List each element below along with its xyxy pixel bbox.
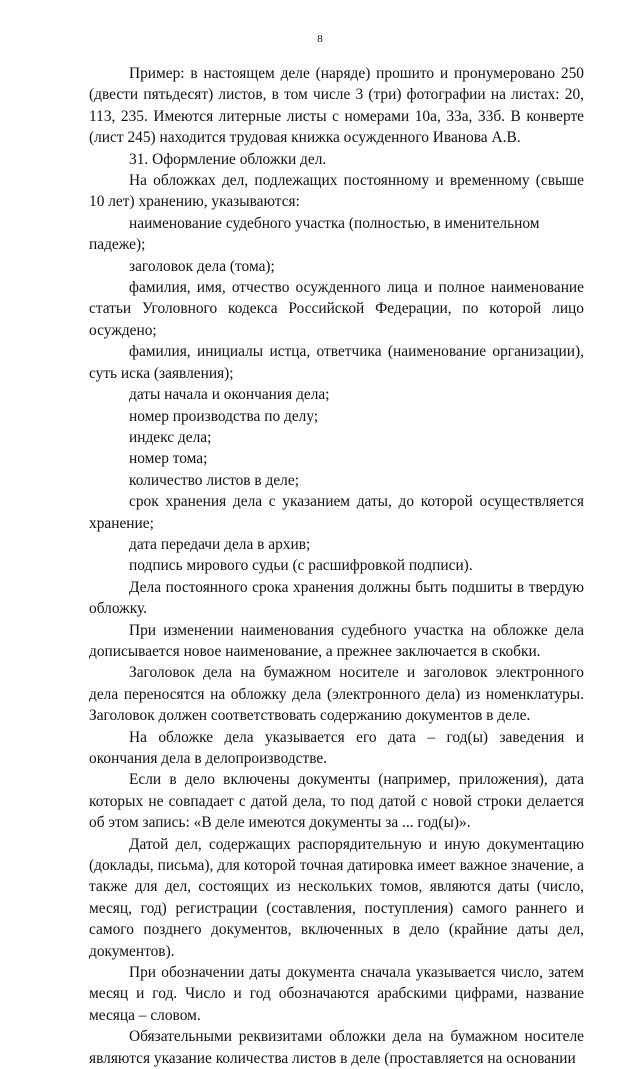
list-item: фамилия, имя, отчество осужденного лица и полное наименование статьи Уголовного кодекса Российской Федерации, по которой лицо осуждено; — [89, 279, 584, 339]
list-item: заголовок дела (тома); — [129, 257, 275, 275]
section-heading-31: 31. Оформление обложки дел. — [129, 150, 327, 168]
list-item: индекс дела; — [129, 428, 212, 446]
paragraph: На обложке дела указывается его дата – год(ы) заведения и окончания дела в делопроизводстве. — [89, 728, 584, 767]
paragraph: Заголовок дела на бумажном носителе и заголовок электронного дела переносятся на обложку дела (электронного дела) из номенклатуры. Заголовок должен соответствовать содержанию документов в деле. — [89, 664, 584, 725]
paragraph: Обязательными реквизитами обложки дела на бумажном носителе являются указание количества листов в деле (проставляется на основании — [89, 1028, 584, 1067]
list-item: номер тома; — [129, 450, 208, 468]
list-item: номер производства по делу; — [129, 407, 319, 425]
list-item: наименование судебного участка (полностью, в именительном падеже); — [89, 214, 540, 254]
list-item: подпись мирового судьи (с расшифровкой подписи). — [129, 557, 473, 575]
paragraph: Дела постоянного срока хранения должны быть подшиты в твердую обложку. — [89, 578, 584, 618]
list-item: срок хранения дела с указанием даты, до которой осуществляется хранение; — [89, 493, 584, 532]
document-body — [89, 63, 584, 1069]
list-item: дата передачи дела в архив; — [129, 535, 311, 553]
page-number: 8 — [317, 33, 323, 45]
list-item: фамилия, инициалы истца, ответчика (наименование организации), суть иска (заявления); — [89, 343, 584, 382]
paragraph: При изменении наименования судебного участка на обложке дела дописывается новое наименование, а прежнее заключается в скобки. — [89, 621, 584, 660]
paragraph: Если в дело включены документы (например, приложения), дата которых не совпадает с датой дела, то под датой с новой строки делается об этом запись: «В деле имеются документы за ... год(ы)». — [89, 771, 584, 832]
paragraph-cover-intro: На обложках дел, подлежащих постоянному и временному (свыше 10 лет) хранению, указываются: — [89, 172, 584, 211]
list-item: даты начала и окончания дела; — [129, 386, 330, 404]
paragraph-example: Пример: в настоящем деле (наряде) прошито и пронумеровано 250 (двести пятьдесят) листов, в том числе 3 (три) фотографии на листах: 20, 113, 235. Имеются литерные листы с номерами 10а, 33а, 33б. В конверте (лист 245) находится трудовая книжка осужденного Иванова А.В. — [89, 65, 584, 147]
paragraph: При обозначении даты документа сначала указывается число, затем месяц и год. Число и год обозначаются арабскими цифрами, название месяца – словом. — [89, 964, 584, 1024]
list-item: количество листов в деле; — [129, 471, 299, 489]
paragraph: Датой дел, содержащих распорядительную и иную документацию (доклады, письма), для которой точная датировка имеет важное значение, а также для дел, состоящих из нескольких томов, являются даты (число, месяц, год) регистрации (составления, поступления) самого раннего и самого позднего документов, включенных в дело (крайние даты дел, документов). — [89, 835, 584, 960]
